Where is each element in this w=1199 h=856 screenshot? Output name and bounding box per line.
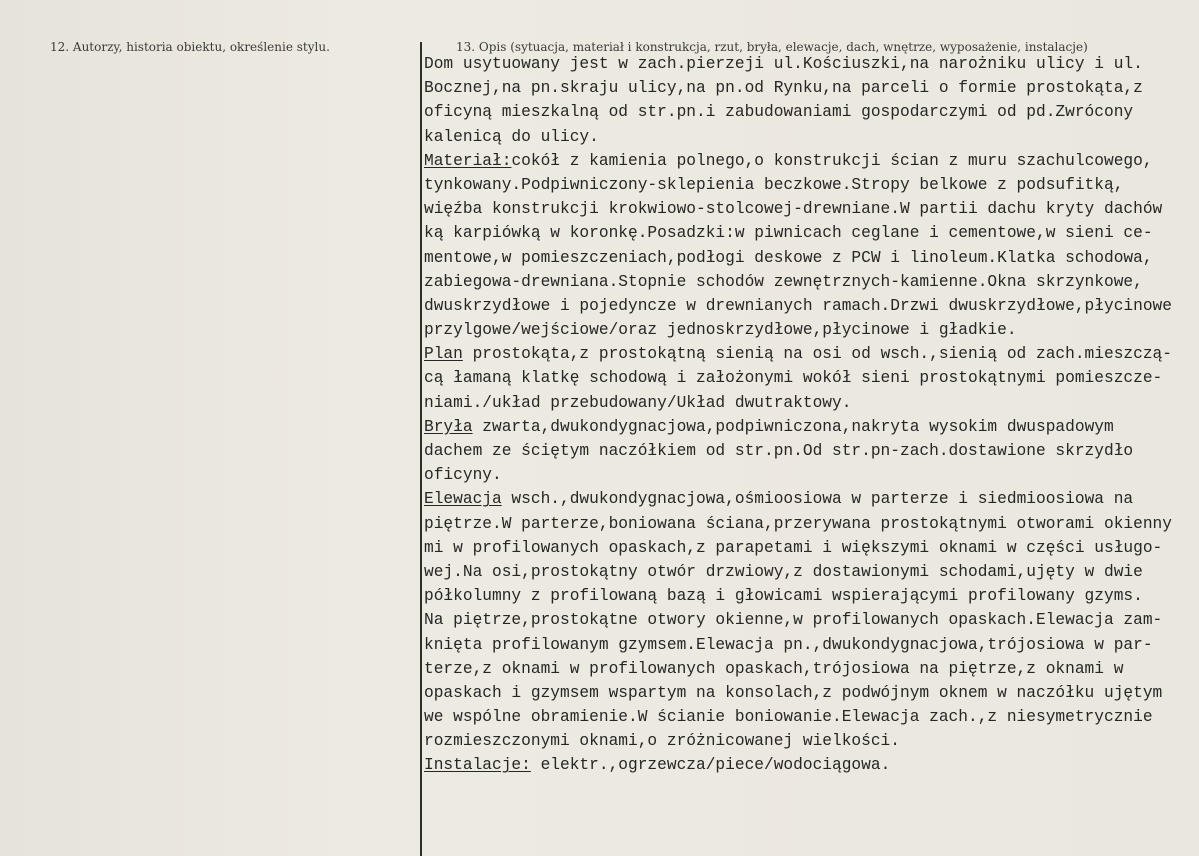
section-label: Materiał: [424,151,512,170]
description-line [424,681,1199,705]
line-text: wsch.,dwukondygnacjowa,ośmioosiowa w parterze i siedmioosiowa na [501,490,1134,509]
description-line [424,294,1199,318]
description-line [424,439,1199,463]
description-text [424,52,1199,778]
description-line [424,125,1199,149]
section-13-header: 13. Opis (sytuacja, materiał i konstrukcja, rzut, bryła, elewacje, dach, wnętrze, wyposażenie, instalacje) [456,40,1088,54]
line-text: oficyny. [424,466,502,485]
description-line [424,463,1199,487]
line-text: oficyną mieszkalną od str.pn.i zabudowaniami gospodarczymi od pd.Zwrócony [424,103,1134,122]
description-line [424,560,1199,584]
line-text: we wspólne obramienie.W ścianie boniowanie.Elewacja zach.,z niesymetrycznie [424,708,1153,727]
description-line [424,149,1199,173]
description-line [424,100,1199,124]
description-line [424,197,1199,221]
section-label: Elewacja [424,490,502,509]
line-text: mentowe,w pomieszczeniach,podłogi deskowe z PCW i linoleum.Klatka schodowa, [424,248,1153,267]
description-line [424,512,1199,536]
line-text: dachem ze ściętym naczółkiem od str.pn.Od str.pn-zach.dostawione skrzydło [424,442,1134,460]
line-text: kalenicą do ulicy. [424,127,599,146]
line-text: ką karpiówką w koronkę.Posadzki:w piwnicach ceglane i cementowe,w sieni ce- [424,224,1153,243]
description-line [424,753,1199,777]
description-line [424,76,1199,100]
description-line [424,657,1199,681]
description-line [424,487,1199,511]
line-text: terze,z oknami w profilowanych opaskach,trójosiowa na piętrze,z oknami w [424,659,1124,678]
line-text: tynkowany.Podpiwniczony-sklepienia beczkowe.Stropy belkowe z podsufitką, [424,175,1124,194]
description-line [424,52,1199,76]
line-text: półkolumny z profilowaną bazą i głowicami wspierającymi profilowany gzyms. [424,587,1143,606]
description-line [424,705,1199,729]
description-line [424,536,1199,560]
description-line [424,366,1199,390]
line-text: Dom usytuowany jest w zach.pierzeji ul.Kościuszki,na narożniku ulicy i ul. [424,55,1143,73]
line-text: Bocznej,na pn.skraju ulicy,na pn.od Rynku,na parceli o formie prostokąta,z [424,79,1143,98]
section-label: Plan [424,345,463,364]
line-text: zwarta,dwukondygnacjowa,podpiwniczona,nakryta wysokim dwuspadowym [472,417,1114,436]
description-line [424,173,1199,197]
description-line [424,342,1199,366]
description-line [424,270,1199,294]
line-text: mi w profilowanych opaskach,z parapetami i większymi oknami w części usługo- [424,538,1163,557]
description-line [424,221,1199,245]
line-text: rozmieszczonymi oknami,o zróżnicowanej wielkości. [424,732,900,751]
line-text: elektr.,ogrzewcza/piece/wodociągowa. [530,756,891,775]
description-line [424,415,1199,439]
line-text: cokół z kamienia polnego,o konstrukcji ścian z muru szachulcowego, [511,151,1153,170]
section-label: Instalacje: [424,756,531,775]
line-text: niami./układ przebudowany/Układ dwutraktowy. [424,393,852,412]
description-line [424,608,1199,632]
line-text: dwuskrzydłowe i pojedyncze w drewnianych ramach.Drzwi dwuskrzydłowe,płycinowe [424,296,1172,315]
line-text: Na piętrze,prostokątne otwory okienne,w profilowanych opaskach.Elewacja zam- [424,611,1163,630]
column-divider [420,42,422,856]
line-text: opaskach i gzymsem wspartym na konsolach,z podwójnym oknem w naczółku ujętym [424,683,1163,702]
description-line [424,584,1199,608]
description-line [424,246,1199,270]
line-text: knięta profilowanym gzymsem.Elewacja pn.,dwukondygnacjowa,trójosiowa w par- [424,635,1153,654]
description-line [424,633,1199,657]
description-line [424,729,1199,753]
section-12-header: 12. Autorzy, historia obiektu, określenie stylu. [50,40,330,54]
description-line [424,391,1199,415]
section-label: Bryła [424,417,473,436]
line-text: cą łamaną klatkę schodową i założonymi wokół sieni prostokątnymi pomieszcze- [424,369,1163,388]
description-line [424,318,1199,342]
line-text: prostokąta,z prostokątną sienią na osi od wsch.,sienią od zach.mieszczą- [462,345,1172,364]
line-text: przylgowe/wejściowe/oraz jednoskrzydłowe,płycinowe i gładkie. [424,321,1017,340]
line-text: zabiegowa-drewniana.Stopnie schodów zewnętrznych-kamienne.Okna skrzynkowe, [424,272,1143,291]
line-text: piętrze.W parterze,boniowana ściana,przerywana prostokątnymi otworami okienny [424,514,1172,533]
line-text: więźba konstrukcji krokwiowo-stolcowej-drewniane.W partii dachu kryty dachów [424,200,1163,219]
line-text: wej.Na osi,prostokątny otwór drzwiowy,z dostawionymi schodami,ujęty w dwie [424,562,1143,581]
